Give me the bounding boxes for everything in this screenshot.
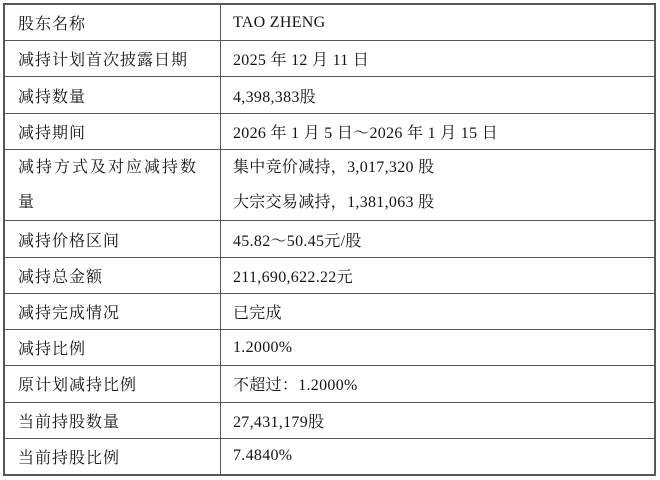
table-row — [5, 330, 654, 366]
row-label-cell: 当前持股数量 — [5, 403, 221, 438]
table-row — [5, 258, 654, 294]
row-value-cell — [221, 150, 654, 220]
table-row — [5, 77, 654, 113]
row-label-cell: 股东名称 — [5, 5, 221, 40]
table-row — [5, 403, 654, 439]
row-label-cell: 减持价格区间 — [5, 221, 221, 256]
row-label-cell: 减持方式及对应减持数量 — [5, 150, 221, 220]
row-value-cell: 4,398,383股 — [233, 88, 316, 106]
row-label-cell: 当前持股比例 — [5, 439, 221, 474]
row-value-cell: 已完成 — [233, 304, 282, 322]
row-value-cell: 7.4840% — [233, 447, 293, 465]
row-value-cell: 2026 年 1 月 5 日～2026 年 1 月 15 日 — [233, 124, 498, 142]
row-label-cell: 减持总金额 — [5, 258, 221, 293]
table-row — [5, 366, 654, 402]
table-row — [5, 439, 654, 474]
row-value-cell: 211,690,622.22元 — [233, 268, 353, 286]
row-value-cell: 1.2000% — [233, 338, 293, 356]
value-line: 大宗交易减持，1,381,063 股 — [233, 194, 435, 212]
row-value-cell: 不超过：1.2000% — [233, 377, 358, 395]
table-row — [5, 5, 654, 41]
row-value-cell: 45.82～50.45元/股 — [233, 232, 362, 250]
row-label-cell: 原计划减持比例 — [5, 366, 221, 401]
row-value-cell: 27,431,179股 — [233, 413, 325, 431]
table-row — [5, 150, 654, 221]
row-label-cell: 减持数量 — [5, 77, 221, 112]
share-reduction-table — [3, 3, 656, 476]
table-row — [5, 221, 654, 257]
table-row — [5, 41, 654, 77]
table-row — [5, 114, 654, 150]
row-value-cell: 2025 年 12 月 11 日 — [233, 52, 370, 70]
row-label-cell: 减持计划首次披露日期 — [5, 41, 221, 76]
row-label-cell: 减持比例 — [5, 330, 221, 365]
row-label-cell: 减持期间 — [5, 114, 221, 149]
table-row — [5, 294, 654, 330]
value-line: 集中竞价减持，3,017,320 股 — [233, 159, 435, 177]
row-label-cell: 减持完成情况 — [5, 294, 221, 329]
row-value-cell: TAO ZHENG — [233, 13, 326, 31]
